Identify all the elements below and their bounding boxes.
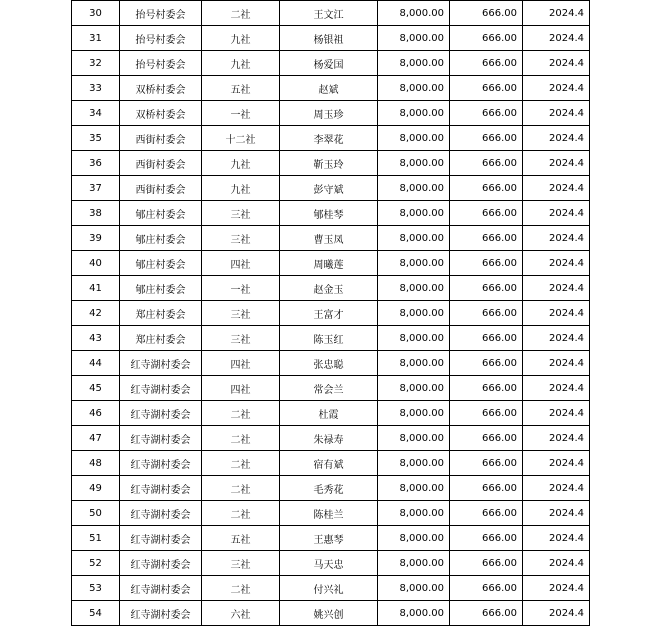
village-committee-cell: 西街村委会 — [120, 176, 202, 201]
group-cell: 九社 — [202, 176, 280, 201]
village-committee-cell: 红寺湖村委会 — [120, 476, 202, 501]
group-cell: 二社 — [202, 451, 280, 476]
row-number-cell: 50 — [72, 501, 120, 526]
table-row — [72, 351, 590, 376]
monthly-amount-cell: 666.00 — [450, 226, 523, 251]
date-cell: 2024.4 — [523, 376, 590, 401]
village-committee-cell: 红寺湖村委会 — [120, 551, 202, 576]
person-name-cell: 陈桂兰 — [280, 501, 378, 526]
table-row — [72, 276, 590, 301]
monthly-amount-cell: 666.00 — [450, 51, 523, 76]
amount-cell: 8,000.00 — [378, 351, 450, 376]
monthly-amount-cell: 666.00 — [450, 126, 523, 151]
village-committee-cell: 郇庄村委会 — [120, 226, 202, 251]
table-row — [72, 476, 590, 501]
row-number-cell: 32 — [72, 51, 120, 76]
row-number-cell: 52 — [72, 551, 120, 576]
row-number-cell: 54 — [72, 601, 120, 626]
village-committee-cell: 抬号村委会 — [120, 1, 202, 26]
group-cell: 二社 — [202, 1, 280, 26]
person-name-cell: 张忠聪 — [280, 351, 378, 376]
person-name-cell: 宿有斌 — [280, 451, 378, 476]
date-cell: 2024.4 — [523, 151, 590, 176]
monthly-amount-cell: 666.00 — [450, 551, 523, 576]
monthly-amount-cell: 666.00 — [450, 451, 523, 476]
table-row — [72, 326, 590, 351]
date-cell: 2024.4 — [523, 76, 590, 101]
date-cell: 2024.4 — [523, 426, 590, 451]
person-name-cell: 周玉珍 — [280, 101, 378, 126]
row-number-cell: 53 — [72, 576, 120, 601]
village-committee-cell: 红寺湖村委会 — [120, 451, 202, 476]
date-cell: 2024.4 — [523, 51, 590, 76]
person-name-cell: 王惠琴 — [280, 526, 378, 551]
village-committee-cell: 红寺湖村委会 — [120, 526, 202, 551]
village-committee-cell: 抬号村委会 — [120, 26, 202, 51]
table-row — [72, 376, 590, 401]
row-number-cell: 34 — [72, 101, 120, 126]
person-name-cell: 常会兰 — [280, 376, 378, 401]
amount-cell: 8,000.00 — [378, 176, 450, 201]
monthly-amount-cell: 666.00 — [450, 351, 523, 376]
date-cell: 2024.4 — [523, 501, 590, 526]
table-row — [72, 251, 590, 276]
table-row — [72, 151, 590, 176]
table-row — [72, 51, 590, 76]
date-cell: 2024.4 — [523, 101, 590, 126]
monthly-amount-cell: 666.00 — [450, 1, 523, 26]
amount-cell: 8,000.00 — [378, 576, 450, 601]
date-cell: 2024.4 — [523, 351, 590, 376]
amount-cell: 8,000.00 — [378, 201, 450, 226]
village-committee-cell: 郇庄村委会 — [120, 251, 202, 276]
amount-cell: 8,000.00 — [378, 76, 450, 101]
date-cell: 2024.4 — [523, 576, 590, 601]
amount-cell: 8,000.00 — [378, 51, 450, 76]
person-name-cell: 杜霞 — [280, 401, 378, 426]
monthly-amount-cell: 666.00 — [450, 526, 523, 551]
monthly-amount-cell: 666.00 — [450, 476, 523, 501]
row-number-cell: 42 — [72, 301, 120, 326]
row-number-cell: 36 — [72, 151, 120, 176]
row-number-cell: 35 — [72, 126, 120, 151]
monthly-amount-cell: 666.00 — [450, 376, 523, 401]
amount-cell: 8,000.00 — [378, 276, 450, 301]
person-name-cell: 毛秀花 — [280, 476, 378, 501]
row-number-cell: 31 — [72, 26, 120, 51]
table-row — [72, 501, 590, 526]
village-committee-cell: 双桥村委会 — [120, 76, 202, 101]
person-name-cell: 姚兴创 — [280, 601, 378, 626]
village-committee-cell: 红寺湖村委会 — [120, 501, 202, 526]
table-row — [72, 226, 590, 251]
monthly-amount-cell: 666.00 — [450, 401, 523, 426]
row-number-cell: 43 — [72, 326, 120, 351]
village-committee-cell: 郇庄村委会 — [120, 201, 202, 226]
amount-cell: 8,000.00 — [378, 501, 450, 526]
village-committee-cell: 双桥村委会 — [120, 101, 202, 126]
group-cell: 九社 — [202, 26, 280, 51]
row-number-cell: 37 — [72, 176, 120, 201]
date-cell: 2024.4 — [523, 526, 590, 551]
row-number-cell: 51 — [72, 526, 120, 551]
date-cell: 2024.4 — [523, 26, 590, 51]
monthly-amount-cell: 666.00 — [450, 251, 523, 276]
village-committee-cell: 郑庄村委会 — [120, 326, 202, 351]
monthly-amount-cell: 666.00 — [450, 426, 523, 451]
group-cell: 二社 — [202, 501, 280, 526]
person-name-cell: 杨爱国 — [280, 51, 378, 76]
group-cell: 二社 — [202, 426, 280, 451]
group-cell: 六社 — [202, 601, 280, 626]
table-row — [72, 101, 590, 126]
village-committee-cell: 郇庄村委会 — [120, 276, 202, 301]
amount-cell: 8,000.00 — [378, 251, 450, 276]
amount-cell: 8,000.00 — [378, 126, 450, 151]
date-cell: 2024.4 — [523, 201, 590, 226]
monthly-amount-cell: 666.00 — [450, 76, 523, 101]
amount-cell: 8,000.00 — [378, 376, 450, 401]
monthly-amount-cell: 666.00 — [450, 151, 523, 176]
date-cell: 2024.4 — [523, 301, 590, 326]
person-name-cell: 陈玉红 — [280, 326, 378, 351]
village-committee-cell: 红寺湖村委会 — [120, 401, 202, 426]
row-number-cell: 46 — [72, 401, 120, 426]
row-number-cell: 47 — [72, 426, 120, 451]
village-committee-cell: 西街村委会 — [120, 151, 202, 176]
person-name-cell: 彭守斌 — [280, 176, 378, 201]
table-row — [72, 401, 590, 426]
monthly-amount-cell: 666.00 — [450, 326, 523, 351]
group-cell: 二社 — [202, 476, 280, 501]
amount-cell: 8,000.00 — [378, 401, 450, 426]
group-cell: 九社 — [202, 151, 280, 176]
amount-cell: 8,000.00 — [378, 301, 450, 326]
table-row — [72, 26, 590, 51]
row-number-cell: 33 — [72, 76, 120, 101]
group-cell: 三社 — [202, 301, 280, 326]
person-name-cell: 李翠花 — [280, 126, 378, 151]
row-number-cell: 39 — [72, 226, 120, 251]
group-cell: 一社 — [202, 276, 280, 301]
monthly-amount-cell: 666.00 — [450, 201, 523, 226]
table-row — [72, 526, 590, 551]
monthly-amount-cell: 666.00 — [450, 501, 523, 526]
group-cell: 九社 — [202, 51, 280, 76]
group-cell: 四社 — [202, 376, 280, 401]
table-row — [72, 201, 590, 226]
amount-cell: 8,000.00 — [378, 451, 450, 476]
date-cell: 2024.4 — [523, 176, 590, 201]
amount-cell: 8,000.00 — [378, 1, 450, 26]
person-name-cell: 赵金玉 — [280, 276, 378, 301]
monthly-amount-cell: 666.00 — [450, 176, 523, 201]
table-row — [72, 176, 590, 201]
village-committee-cell: 红寺湖村委会 — [120, 426, 202, 451]
village-committee-cell: 红寺湖村委会 — [120, 576, 202, 601]
group-cell: 四社 — [202, 251, 280, 276]
village-committee-cell: 抬号村委会 — [120, 51, 202, 76]
table-row — [72, 426, 590, 451]
group-cell: 四社 — [202, 351, 280, 376]
amount-cell: 8,000.00 — [378, 601, 450, 626]
table-row — [72, 126, 590, 151]
person-name-cell: 赵斌 — [280, 76, 378, 101]
amount-cell: 8,000.00 — [378, 26, 450, 51]
amount-cell: 8,000.00 — [378, 226, 450, 251]
date-cell: 2024.4 — [523, 226, 590, 251]
amount-cell: 8,000.00 — [378, 151, 450, 176]
amount-cell: 8,000.00 — [378, 476, 450, 501]
date-cell: 2024.4 — [523, 1, 590, 26]
person-name-cell: 付兴礼 — [280, 576, 378, 601]
village-committee-cell: 红寺湖村委会 — [120, 351, 202, 376]
date-cell: 2024.4 — [523, 251, 590, 276]
amount-cell: 8,000.00 — [378, 551, 450, 576]
village-committee-cell: 郑庄村委会 — [120, 301, 202, 326]
row-number-cell: 44 — [72, 351, 120, 376]
person-name-cell: 杨银祖 — [280, 26, 378, 51]
person-name-cell: 曹玉凤 — [280, 226, 378, 251]
table-row — [72, 601, 590, 626]
amount-cell: 8,000.00 — [378, 526, 450, 551]
village-committee-cell: 红寺湖村委会 — [120, 601, 202, 626]
monthly-amount-cell: 666.00 — [450, 576, 523, 601]
person-name-cell: 王富才 — [280, 301, 378, 326]
date-cell: 2024.4 — [523, 401, 590, 426]
group-cell: 十二社 — [202, 126, 280, 151]
row-number-cell: 41 — [72, 276, 120, 301]
table-row — [72, 76, 590, 101]
date-cell: 2024.4 — [523, 276, 590, 301]
group-cell: 三社 — [202, 226, 280, 251]
subsidy-table — [71, 0, 590, 626]
row-number-cell: 30 — [72, 1, 120, 26]
person-name-cell: 周曦莲 — [280, 251, 378, 276]
group-cell: 三社 — [202, 551, 280, 576]
monthly-amount-cell: 666.00 — [450, 601, 523, 626]
table-row — [72, 576, 590, 601]
person-name-cell: 王文江 — [280, 1, 378, 26]
table-row — [72, 301, 590, 326]
date-cell: 2024.4 — [523, 601, 590, 626]
group-cell: 三社 — [202, 326, 280, 351]
group-cell: 三社 — [202, 201, 280, 226]
amount-cell: 8,000.00 — [378, 326, 450, 351]
person-name-cell: 靳玉玲 — [280, 151, 378, 176]
group-cell: 五社 — [202, 76, 280, 101]
document-table-region — [71, 0, 589, 626]
table-row — [72, 551, 590, 576]
row-number-cell: 48 — [72, 451, 120, 476]
table-row — [72, 451, 590, 476]
date-cell: 2024.4 — [523, 476, 590, 501]
row-number-cell: 40 — [72, 251, 120, 276]
person-name-cell: 朱禄寿 — [280, 426, 378, 451]
row-number-cell: 45 — [72, 376, 120, 401]
table-row — [72, 1, 590, 26]
amount-cell: 8,000.00 — [378, 101, 450, 126]
monthly-amount-cell: 666.00 — [450, 276, 523, 301]
group-cell: 二社 — [202, 576, 280, 601]
group-cell: 五社 — [202, 526, 280, 551]
monthly-amount-cell: 666.00 — [450, 101, 523, 126]
monthly-amount-cell: 666.00 — [450, 26, 523, 51]
row-number-cell: 38 — [72, 201, 120, 226]
monthly-amount-cell: 666.00 — [450, 301, 523, 326]
person-name-cell: 郇桂琴 — [280, 201, 378, 226]
date-cell: 2024.4 — [523, 126, 590, 151]
date-cell: 2024.4 — [523, 451, 590, 476]
village-committee-cell: 红寺湖村委会 — [120, 376, 202, 401]
date-cell: 2024.4 — [523, 326, 590, 351]
group-cell: 一社 — [202, 101, 280, 126]
person-name-cell: 马天忠 — [280, 551, 378, 576]
village-committee-cell: 西街村委会 — [120, 126, 202, 151]
group-cell: 二社 — [202, 401, 280, 426]
table-body — [72, 1, 590, 626]
row-number-cell: 49 — [72, 476, 120, 501]
amount-cell: 8,000.00 — [378, 426, 450, 451]
date-cell: 2024.4 — [523, 551, 590, 576]
